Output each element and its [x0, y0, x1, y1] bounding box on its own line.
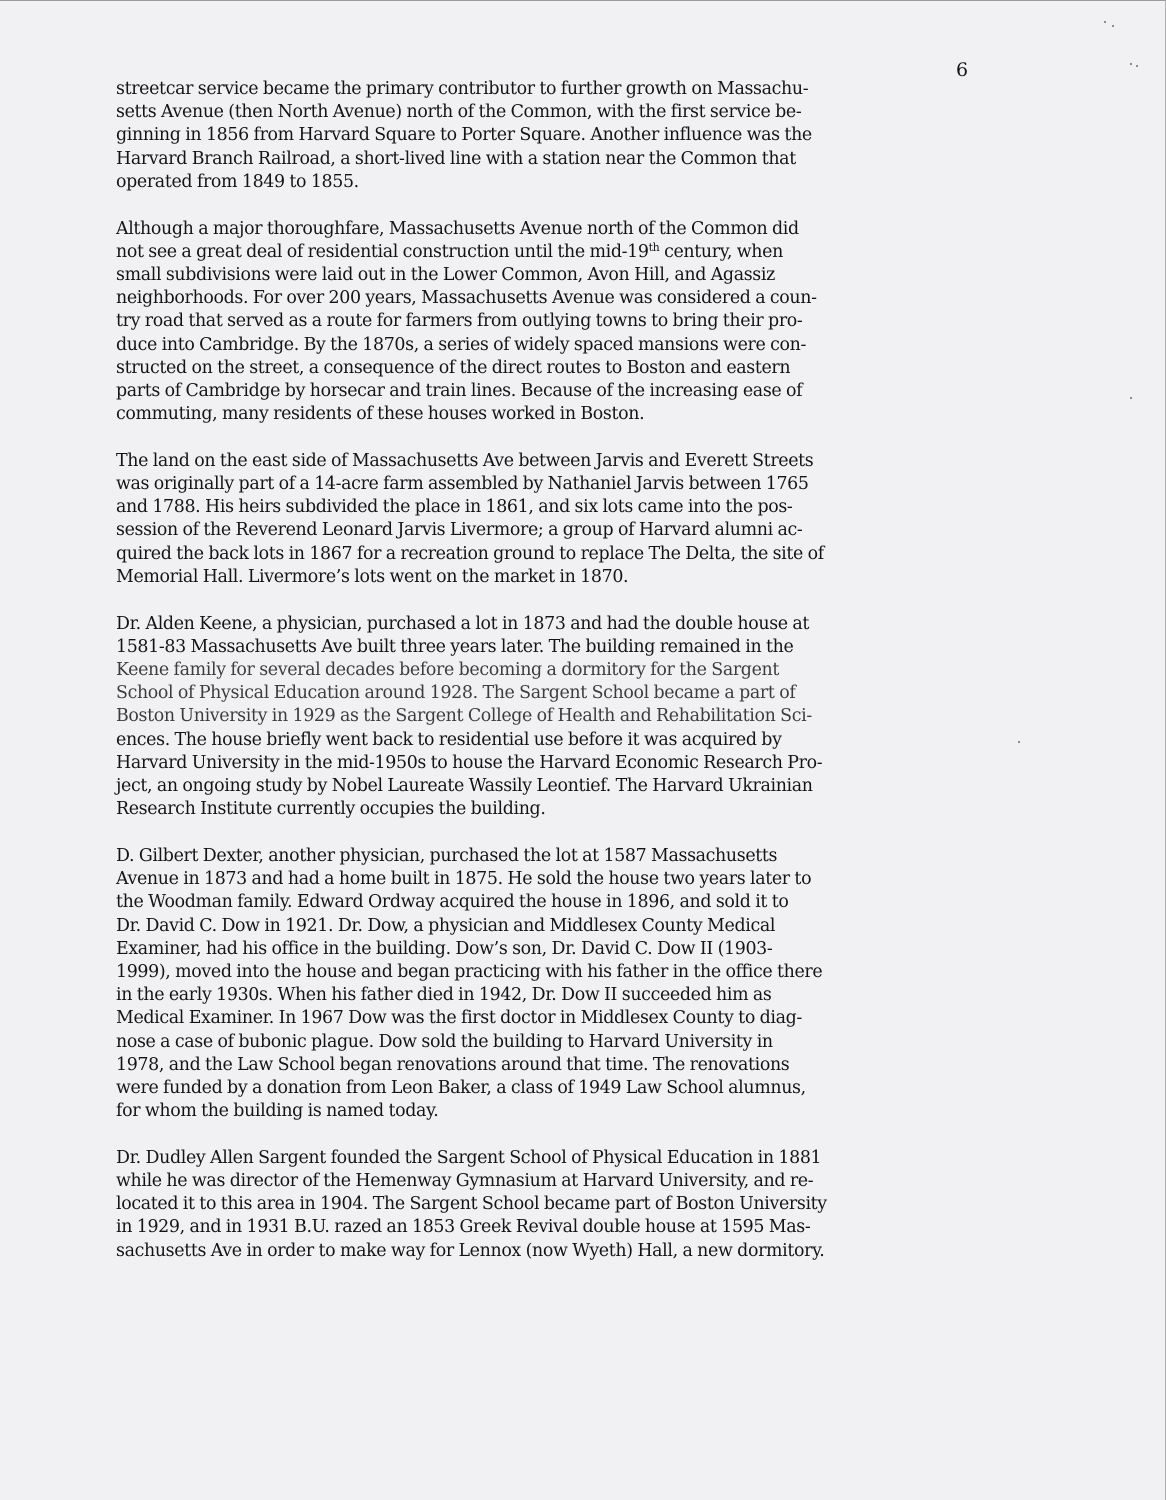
superscript-ordinal: th: [648, 240, 660, 254]
paragraph-alden-keene: [116, 613, 996, 822]
text-line: Although a major thoroughfare, Massachusetts Avenue north of the Common did: [116, 218, 799, 239]
text-line: for whom the building is named today.: [116, 1101, 439, 1122]
text-segment: not see a great deal of residential construction until the mid-19: [116, 241, 649, 262]
scan-speck: [1136, 65, 1138, 67]
text-line: quired the back lots in 1867 for a recreation ground to replace The Delta, the site of: [116, 543, 824, 564]
scan-speck: [1112, 25, 1114, 27]
text-line: ject, an ongoing study by Nobel Laureate Wassily Leontief. The Harvard Ukrainian: [116, 775, 813, 796]
text-line: Harvard University in the mid-1950s to house the Harvard Economic Research Pro-: [116, 752, 823, 773]
text-line: 1978, and the Law School began renovations around that time. The renovations: [116, 1054, 790, 1075]
document-body: [116, 78, 996, 1286]
text-line: The land on the east side of Massachusetts Ave between Jarvis and Everett Streets: [116, 450, 814, 471]
text-line: Dr. David C. Dow in 1921. Dr. Dow, a physician and Middlesex County Medical: [116, 915, 776, 936]
text-line: ences. The house briefly went back to residential use before it was acquired by: [116, 729, 782, 750]
text-line: 1581-83 Massachusetts Ave built three years later. The building remained in the: [116, 636, 794, 657]
text-line: ginning in 1856 from Harvard Square to Porter Square. Another influence was the: [116, 125, 812, 146]
text-line: small subdivisions were laid out in the Lower Common, Avon Hill, and Agassiz: [116, 264, 775, 285]
scan-speck: [1130, 397, 1132, 399]
text-line: Research Institute currently occupies the building.: [116, 799, 546, 820]
text-line: D. Gilbert Dexter, another physician, purchased the lot at 1587 Massachusetts: [116, 845, 778, 866]
text-line: while he was director of the Hemenway Gymnasium at Harvard University, and re-: [116, 1171, 814, 1192]
text-line: session of the Reverend Leonard Jarvis Livermore; a group of Harvard alumni ac-: [116, 520, 803, 541]
page-number: 6: [956, 59, 969, 81]
text-line: Examiner, had his office in the building. Dow’s son, Dr. David C. Dow II (1903-: [116, 938, 773, 959]
scan-speck: [1104, 21, 1106, 23]
text-line: sachusetts Ave in order to make way for Lennox (now Wyeth) Hall, a new dormitory.: [116, 1240, 825, 1261]
text-line: School of Physical Education around 1928. The Sargent School became a part of: [116, 683, 796, 704]
text-line: operated from 1849 to 1855.: [116, 171, 359, 192]
text-line: Medical Examiner. In 1967 Dow was the first doctor in Middlesex County to diag-: [116, 1008, 802, 1029]
text-line: Boston University in 1929 as the Sargent College of Health and Rehabilitation Sci-: [116, 706, 812, 727]
text-line: Memorial Hall. Livermore’s lots went on the market in 1870.: [116, 566, 629, 587]
text-line: and 1788. His heirs subdivided the place in 1861, and six lots came into the pos-: [116, 497, 793, 518]
text-line: Harvard Branch Railroad, a short-lived line with a station near the Common that: [116, 148, 796, 169]
text-line: Dr. Alden Keene, a physician, purchased a lot in 1873 and had the double house at: [116, 613, 810, 634]
paragraph-gilbert-dexter: [116, 845, 996, 1123]
text-line: Avenue in 1873 and had a home built in 1875. He sold the house two years later to: [116, 869, 812, 890]
scan-speck: [1130, 63, 1132, 65]
text-segment: century, when: [659, 241, 783, 262]
text-line: streetcar service became the primary contributor to further growth on Massachu-: [116, 79, 809, 99]
text-line: Keene family for several decades before becoming a dormitory for the Sargent: [116, 659, 780, 680]
text-line: try road that served as a route for farmers from outlying towns to bring their pro-: [116, 311, 803, 332]
text-line: nose a case of bubonic plague. Dow sold the building to Harvard University in: [116, 1031, 773, 1052]
paragraph-streetcar-growth: [116, 78, 996, 194]
text-line: in 1929, and in 1931 B.U. razed an 1853 Greek Revival double house at 1595 Mas-: [116, 1217, 811, 1238]
text-line: Dr. Dudley Allen Sargent founded the Sargent School of Physical Education in 1881: [116, 1147, 822, 1168]
paragraph-dudley-sargent: [116, 1147, 996, 1263]
text-line: were funded by a donation from Leon Baker, a class of 1949 Law School alumnus,: [116, 1077, 806, 1098]
scan-speck: [1018, 741, 1020, 743]
text-line: parts of Cambridge by horsecar and train lines. Because of the increasing ease of: [116, 380, 803, 401]
paragraph-jarvis-land: [116, 450, 996, 589]
text-line: duce into Cambridge. By the 1870s, a series of widely spaced mansions were con-: [116, 334, 806, 355]
text-line: setts Avenue (then North Avenue) north of the Common, with the first service be-: [116, 102, 802, 123]
text-line: structed on the street, a consequence of the direct routes to Boston and eastern: [116, 357, 791, 378]
text-line: the Woodman family. Edward Ordway acquired the house in 1896, and sold it to: [116, 892, 789, 913]
text-line: was originally part of a 14-acre farm assembled by Nathaniel Jarvis between 1765: [116, 474, 809, 495]
text-line: in the early 1930s. When his father died in 1942, Dr. Dow II succeeded him as: [116, 985, 772, 1006]
text-line: 1999), moved into the house and began practicing with his father in the office there: [116, 961, 823, 982]
text-line: commuting, many residents of these houses worked in Boston.: [116, 404, 645, 425]
text-line: neighborhoods. For over 200 years, Massachusetts Avenue was considered a coun-: [116, 288, 817, 309]
text-line: located it to this area in 1904. The Sargent School became part of Boston University: [116, 1194, 827, 1215]
text-line: [116, 241, 996, 264]
paragraph-residential-construction: [116, 218, 996, 427]
